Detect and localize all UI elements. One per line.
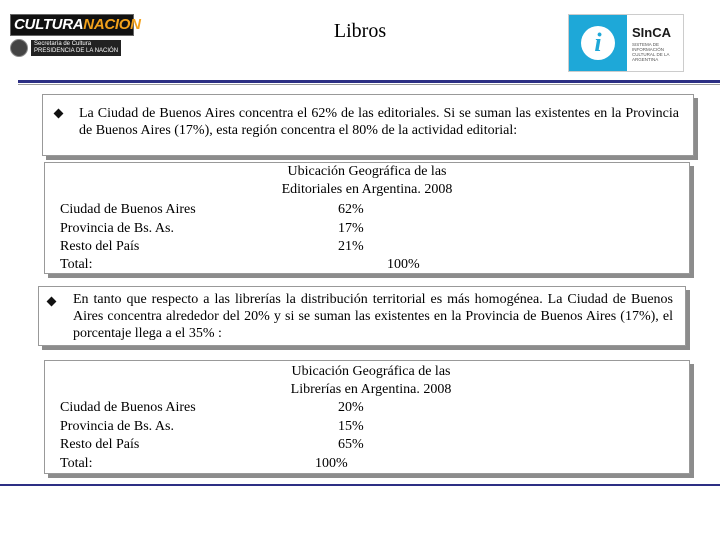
row-label: Ciudad de Buenos Aires [60, 400, 196, 415]
row-value: 65% [338, 437, 364, 452]
table-title: Ubicación Geográfica de las Editoriales en Argentina. 2008 [281, 164, 453, 197]
row-value: 100% [387, 257, 420, 272]
cultura-nacion-logo [10, 14, 141, 60]
bullet-box-editoriales [42, 94, 694, 156]
row-value: 20% [338, 400, 364, 415]
table-row-total [60, 256, 660, 274]
table-editoriales [44, 162, 690, 274]
row-label: Resto del País [60, 239, 140, 254]
row-value: 17% [338, 221, 364, 236]
row-value: 21% [338, 239, 364, 254]
table-row [60, 399, 660, 417]
row-label: Ciudad de Buenos Aires [60, 202, 196, 217]
row-label: Total: [60, 456, 93, 471]
cultura-nacion-wordmark: CULTURANACION [10, 14, 134, 36]
national-seal-icon [10, 39, 28, 57]
row-label: Total: [60, 257, 93, 272]
table-row [60, 201, 660, 219]
secretaria-cultura-banner: Secretaría de Cultura PRESIDENCIA DE LA NACIÓN [10, 39, 134, 57]
header-divider [18, 80, 720, 83]
page-title: Libros [333, 20, 387, 42]
row-label: Resto del País [60, 437, 140, 452]
table-title: Ubicación Geográfica de las Librerías en Argentina. 2008 [290, 364, 452, 397]
table-row [60, 220, 660, 238]
diamond-bullet-icon [47, 297, 57, 307]
row-label: Provincia de Bs. As. [60, 221, 174, 236]
footer-divider [0, 484, 720, 486]
table-librerias [44, 360, 690, 474]
row-value: 15% [338, 419, 364, 434]
row-value: 100% [315, 456, 348, 471]
table-row [60, 238, 660, 256]
bullet-box-librerias [38, 286, 686, 346]
bullet-text: En tanto que respecto a las librerías la distribución territorial es más homogénea. La Ciudad de Buenos Aires concentra alrededor del 20% y si se suman las existentes en la Provincia de Buenos Aires (17%), el porcentaje llega a el 35% : [73, 292, 673, 341]
row-label: Provincia de Bs. As. [60, 419, 174, 434]
sinca-logo: i SInCA SISTEMA DE INFORMACIÓN CULTURAL DE LA ARGENTINA [568, 14, 684, 72]
header-divider-shadow [18, 84, 720, 85]
table-row [60, 418, 660, 436]
row-value: 62% [338, 202, 364, 217]
table-row-total [60, 455, 660, 473]
info-icon: i [581, 26, 615, 60]
bullet-text: La Ciudad de Buenos Aires concentra el 62% de las editoriales. Si se suman las existentes en la Provincia de Buenos Aires (17%), esta región concentra el 80% de la actividad editorial: [79, 106, 679, 138]
table-row [60, 436, 660, 454]
diamond-bullet-icon [54, 109, 64, 119]
